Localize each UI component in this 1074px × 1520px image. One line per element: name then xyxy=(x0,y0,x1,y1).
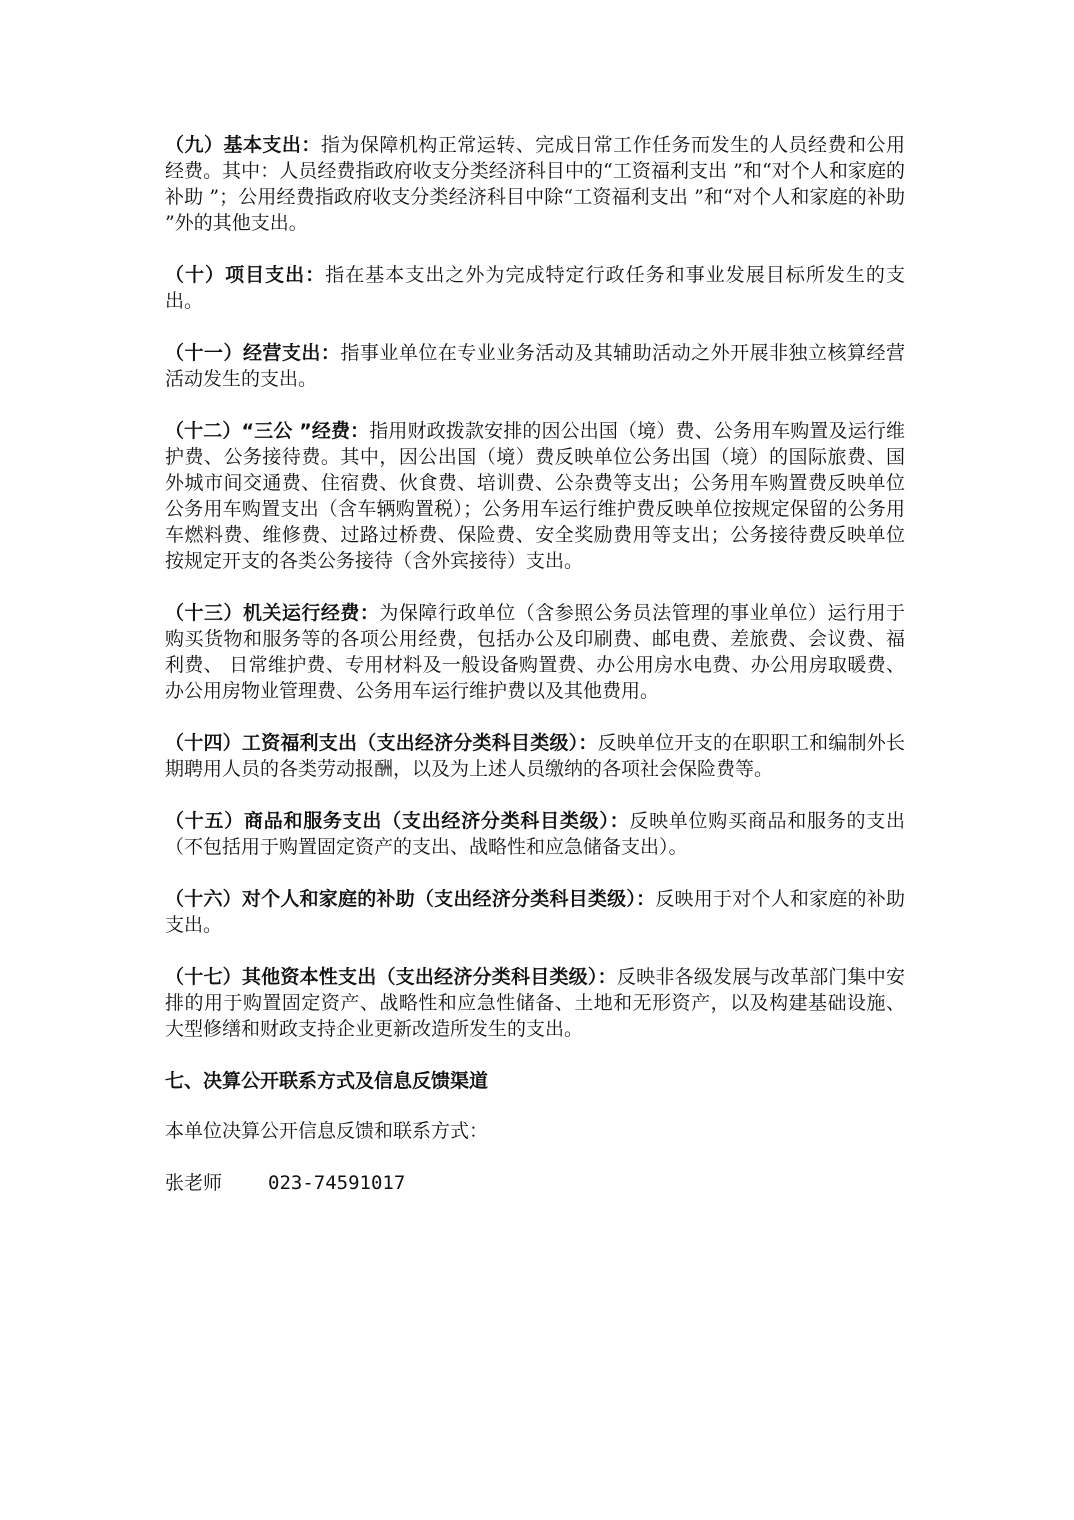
definition-agency-operating-funds xyxy=(165,600,905,704)
definition-separator: ： xyxy=(578,732,598,754)
definition-text: 指在基本支出之外为完成特定行政任务和事业发展目标所发生的支出。 xyxy=(165,264,905,312)
definition-term: （十六）对个人和家庭的补助（支出经济分类科目类级） xyxy=(165,888,637,910)
definition-goods-services xyxy=(165,808,905,860)
definition-text: 反映非各级发展与改革部门集中安排的用于购置固定资产、战略性和应急性储备、土地和无形资产，以及构建基础设施、大型修缮和财政支持企业更新改造所发生的支出。 xyxy=(165,966,905,1040)
definition-separator: ： xyxy=(320,342,341,364)
definition-text: 反映单位开支的在职职工和编制外长期聘用人员的各类劳动报酬，以及为上述人员缴纳的各项社会保险费等。 xyxy=(165,732,905,780)
definition-operating-expenditure xyxy=(165,340,905,392)
definition-wages-welfare xyxy=(165,730,905,782)
definition-term: （十）项目支出 xyxy=(165,264,306,286)
definition-term: （十一）经营支出 xyxy=(165,342,321,364)
definition-basic-expenditure xyxy=(165,132,905,236)
definition-project-expenditure xyxy=(165,262,905,314)
definition-separator: ： xyxy=(597,966,617,988)
contact-phone: 023-74591017 xyxy=(268,1172,406,1194)
feedback-intro: 本单位决算公开信息反馈和联系方式： xyxy=(165,1120,489,1142)
definition-separator: ： xyxy=(301,134,321,156)
definition-text: 指为保障机构正常运转、完成日常工作任务而发生的人员经费和公用经费。其中：人员经费指政府收支分类经济科目中的“工资福利支出 ”和“对个人和家庭的补助 ”；公用经费指政府收支分类经济科目中除“工资福利支出 ”和“对个人和家庭的补助 ”外的其他支出。 xyxy=(165,134,905,234)
definition-text: 指事业单位在专业业务活动及其辅助活动之外开展非独立核算经营活动发生的支出。 xyxy=(165,342,905,390)
definition-separator: ： xyxy=(609,810,630,832)
section-heading: 七、决算公开联系方式及信息反馈渠道 xyxy=(165,1070,489,1092)
contact-line xyxy=(165,1170,905,1196)
definition-separator: ： xyxy=(359,602,380,624)
definition-text: 反映单位购买商品和服务的支出（不包括用于购置固定资产的支出、战略性和应急储备支出）。 xyxy=(165,810,905,858)
definition-term: （十三）机关运行经费 xyxy=(165,602,360,624)
contact-name: 张老师 xyxy=(165,1172,223,1194)
definition-three-public-expenses xyxy=(165,418,905,574)
definition-separator: ： xyxy=(350,420,370,442)
definition-separator: ： xyxy=(305,264,326,286)
definition-term: （十五）商品和服务支出（支出经济分类科目类级） xyxy=(165,810,610,832)
definition-text: 指用财政拨款安排的因公出国（境）费、公务用车购置及运行维护费、公务接待费。其中，因公出国（境）费反映单位公务出国（境）的国际旅费、国外城市间交通费、住宿费、伙食费、培训费、公杂费等支出；公务用车购置费反映单位公务用车购置支出（含车辆购置税）；公务用车运行维护费反映单位按规定保留的公务用车燃料费、维修费、过路过桥费、保险费、安全奖励费用等支出；公务接待费反映单位按规定开支的各类公务接待（含外宾接待）支出。 xyxy=(165,420,905,572)
definition-other-capital xyxy=(165,964,905,1042)
definition-household-subsidies xyxy=(165,886,905,938)
definition-separator: ： xyxy=(636,888,656,910)
definition-term: （九）基本支出 xyxy=(165,134,302,156)
definition-term: （十二）“三公 ”经费 xyxy=(165,420,351,442)
definition-text: 反映用于对个人和家庭的补助支出。 xyxy=(165,888,905,936)
definition-text: 为保障行政单位（含参照公务员法管理的事业单位）运行用于购买货物和服务等的各项公用经费，包括办公及印刷费、邮电费、差旅费、会议费、福利费、 日常维护费、专用材料及一般设备购置费、办公用房水电费、办公用房取暖费、办公用房物业管理费、公务用车运行维护费以及其他费用。 xyxy=(165,602,905,702)
definition-term: （十四）工资福利支出（支出经济分类科目类级） xyxy=(165,732,579,754)
document-body xyxy=(165,132,905,1196)
definition-term: （十七）其他资本性支出（支出经济分类科目类级） xyxy=(165,966,598,988)
